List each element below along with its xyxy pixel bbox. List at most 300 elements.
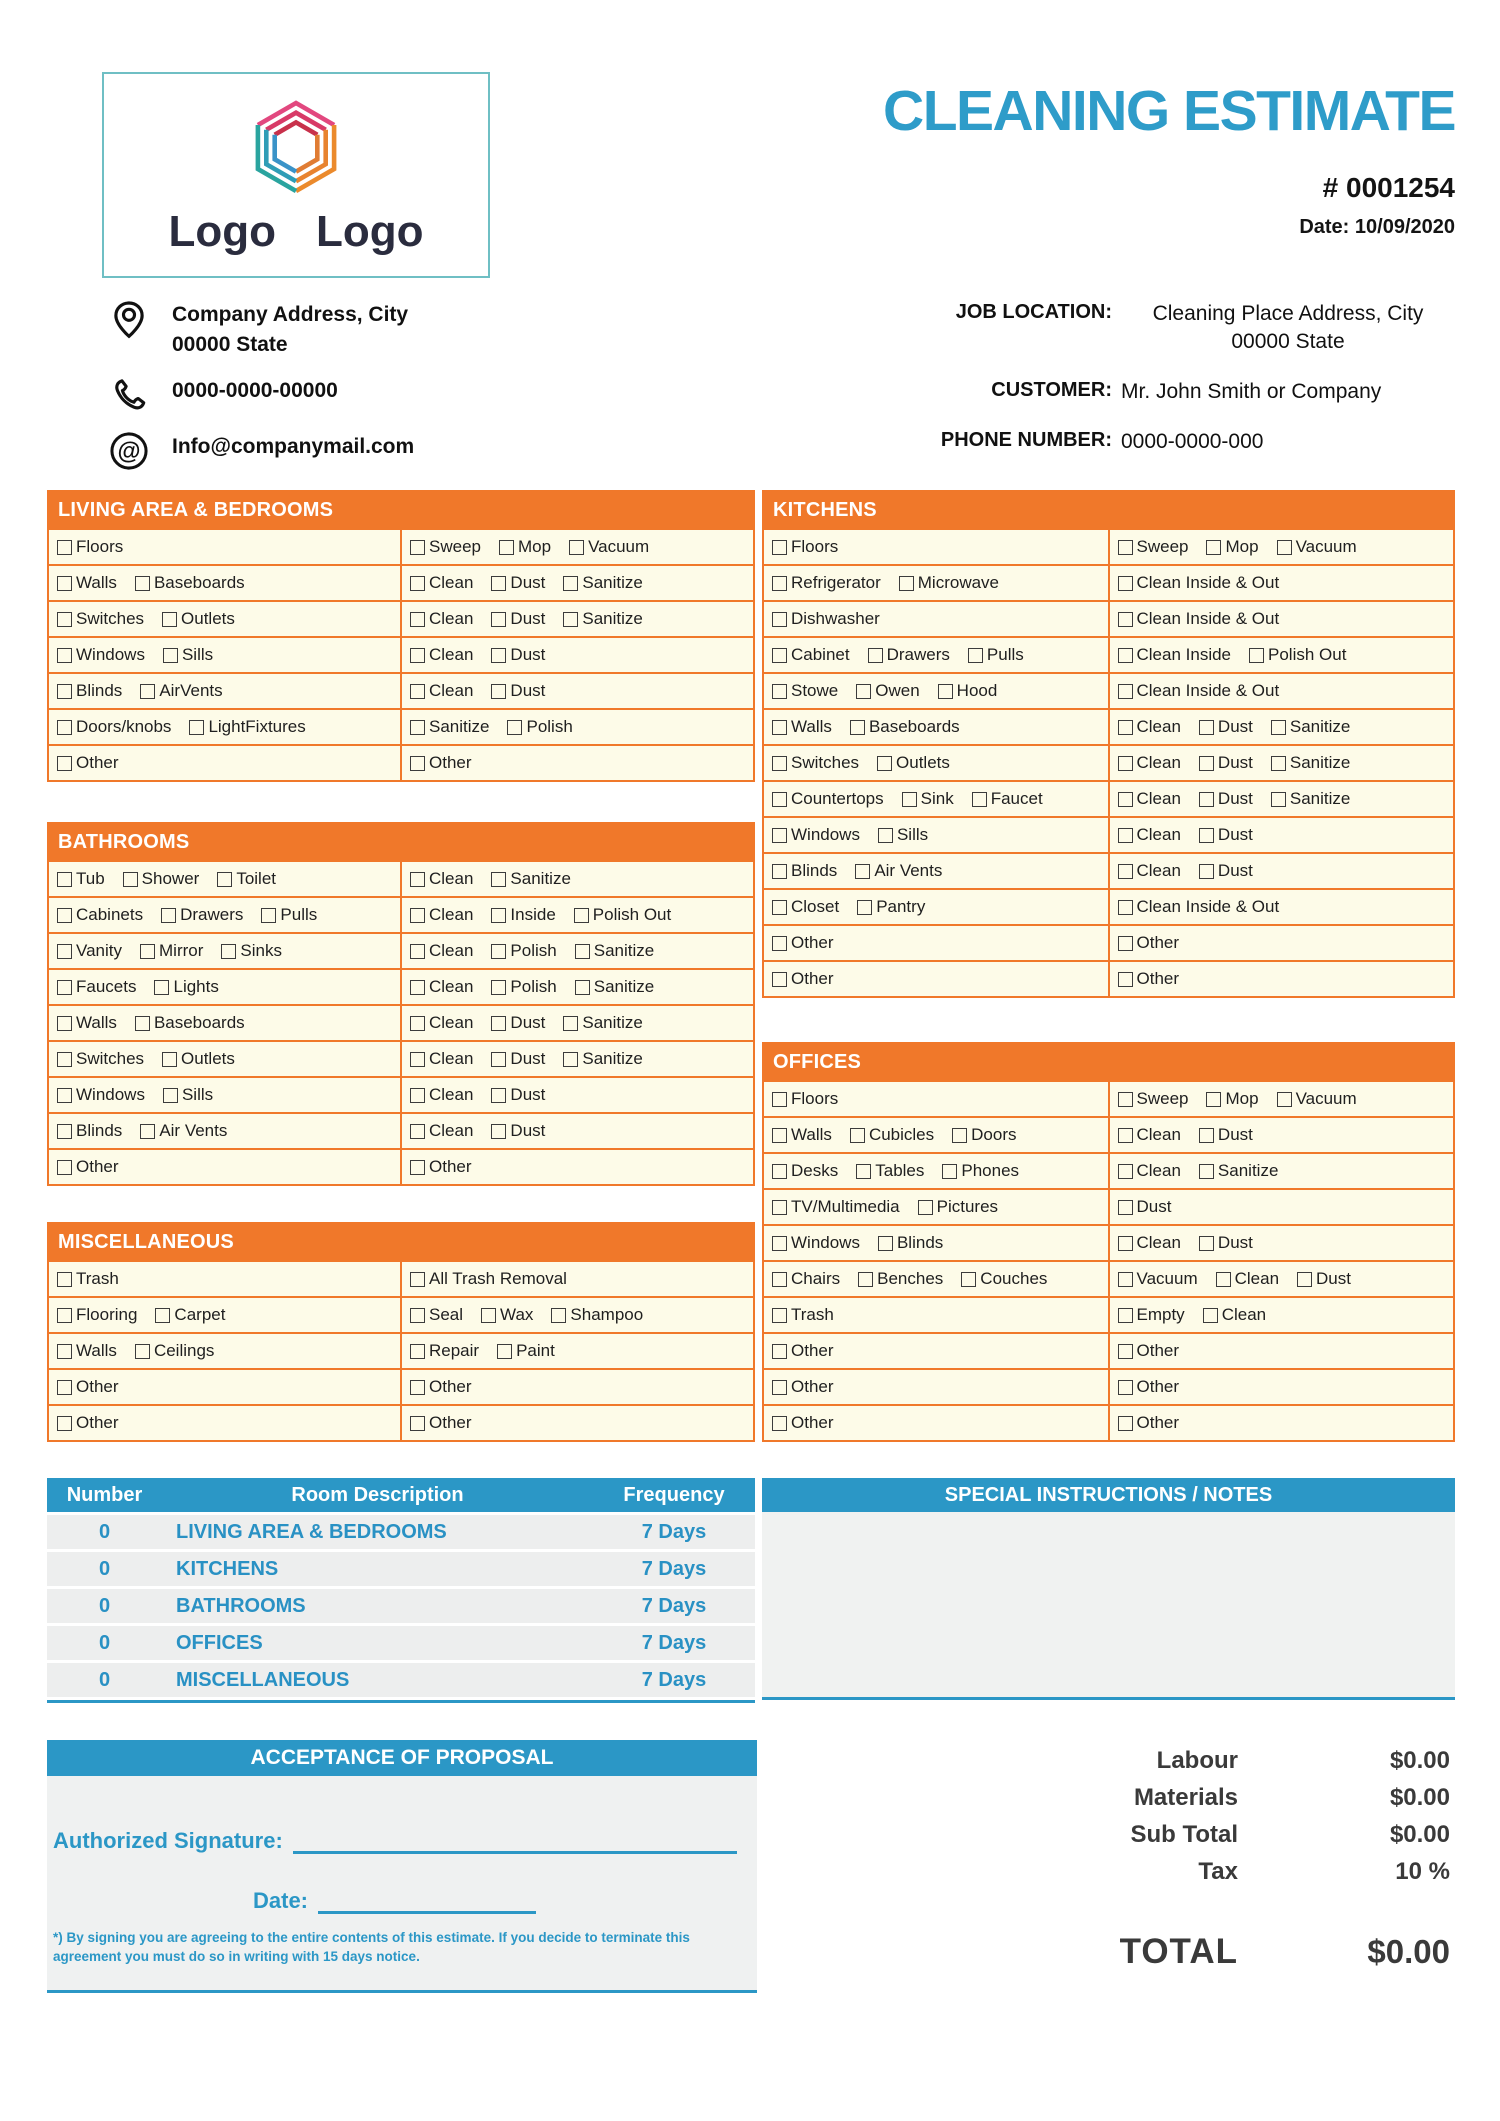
checkbox-item[interactable] (772, 1305, 834, 1325)
checkbox[interactable] (569, 540, 584, 555)
checkbox[interactable] (961, 1272, 976, 1287)
checkbox[interactable] (878, 828, 893, 843)
checkbox[interactable] (57, 1052, 72, 1067)
checkbox-item[interactable] (855, 861, 942, 881)
checkbox[interactable] (57, 980, 72, 995)
checkbox-item[interactable] (857, 897, 925, 917)
checkbox-item[interactable] (772, 609, 880, 629)
checkbox[interactable] (410, 1088, 425, 1103)
checkbox-item[interactable] (878, 1233, 943, 1253)
checkbox-item[interactable] (563, 573, 642, 593)
checkbox-item[interactable] (481, 1305, 533, 1325)
checkbox[interactable] (1118, 576, 1133, 591)
checkbox-item[interactable] (850, 717, 960, 737)
checkbox[interactable] (410, 1272, 425, 1287)
checkbox-item[interactable] (491, 941, 556, 961)
checkbox-item[interactable] (410, 977, 473, 997)
checkbox[interactable] (1249, 648, 1264, 663)
checkbox-item[interactable] (1271, 717, 1350, 737)
checkbox-item[interactable] (772, 1089, 838, 1109)
checkbox-item[interactable] (57, 905, 143, 925)
checkbox-item[interactable] (772, 1197, 900, 1217)
checkbox-item[interactable] (410, 1413, 472, 1433)
checkbox-item[interactable] (410, 869, 473, 889)
checkbox-item[interactable] (1118, 1413, 1180, 1433)
checkbox-item[interactable] (1199, 1161, 1278, 1181)
checkbox-item[interactable] (961, 1269, 1047, 1289)
checkbox[interactable] (772, 612, 787, 627)
checkbox-item[interactable] (221, 941, 282, 961)
checkbox[interactable] (57, 1124, 72, 1139)
checkbox-item[interactable] (57, 1085, 145, 1105)
checkbox[interactable] (857, 900, 872, 915)
checkbox-item[interactable] (1118, 825, 1181, 845)
checkbox-item[interactable] (57, 1013, 117, 1033)
checkbox-item[interactable] (850, 1125, 934, 1145)
checkbox-item[interactable] (563, 609, 642, 629)
checkbox[interactable] (1118, 1236, 1133, 1251)
checkbox[interactable] (1118, 648, 1133, 663)
checkbox-item[interactable] (1199, 861, 1253, 881)
checkbox-item[interactable] (1199, 753, 1253, 773)
checkbox-item[interactable] (491, 1049, 545, 1069)
checkbox[interactable] (140, 1124, 155, 1139)
checkbox-item[interactable] (772, 537, 838, 557)
checkbox-item[interactable] (135, 1341, 214, 1361)
checkbox-item[interactable] (868, 645, 950, 665)
checkbox-item[interactable] (772, 1161, 838, 1181)
checkbox[interactable] (563, 1016, 578, 1031)
checkbox-item[interactable] (507, 717, 572, 737)
checkbox-item[interactable] (1118, 537, 1189, 557)
checkbox-item[interactable] (140, 941, 203, 961)
checkbox[interactable] (1199, 1128, 1214, 1143)
checkbox-item[interactable] (942, 1161, 1019, 1181)
checkbox[interactable] (855, 864, 870, 879)
checkbox-item[interactable] (1118, 717, 1181, 737)
checkbox-item[interactable] (57, 1269, 119, 1289)
checkbox-item[interactable] (154, 977, 218, 997)
checkbox[interactable] (410, 872, 425, 887)
checkbox-item[interactable] (877, 753, 950, 773)
checkbox-item[interactable] (410, 1341, 479, 1361)
checkbox-item[interactable] (410, 1269, 567, 1289)
checkbox-item[interactable] (1203, 1305, 1266, 1325)
checkbox-item[interactable] (410, 609, 473, 629)
checkbox-item[interactable] (772, 1125, 832, 1145)
checkbox-item[interactable] (1118, 1161, 1181, 1181)
checkbox[interactable] (1206, 540, 1221, 555)
checkbox[interactable] (57, 540, 72, 555)
checkbox[interactable] (491, 908, 506, 923)
checkbox-item[interactable] (491, 1013, 545, 1033)
checkbox-item[interactable] (772, 1413, 834, 1433)
checkbox-item[interactable] (57, 609, 144, 629)
checkbox[interactable] (1118, 756, 1133, 771)
checkbox[interactable] (135, 1344, 150, 1359)
special-instructions-area[interactable] (762, 1512, 1455, 1697)
checkbox[interactable] (899, 576, 914, 591)
checkbox[interactable] (57, 872, 72, 887)
checkbox[interactable] (57, 1088, 72, 1103)
checkbox-item[interactable] (1118, 609, 1280, 629)
checkbox[interactable] (491, 980, 506, 995)
checkbox-item[interactable] (140, 1121, 227, 1141)
checkbox-item[interactable] (1118, 645, 1232, 665)
checkbox[interactable] (563, 612, 578, 627)
checkbox-item[interactable] (1277, 1089, 1357, 1109)
checkbox-item[interactable] (772, 1377, 834, 1397)
checkbox[interactable] (772, 576, 787, 591)
checkbox[interactable] (1199, 1236, 1214, 1251)
checkbox[interactable] (1118, 1164, 1133, 1179)
checkbox-item[interactable] (491, 977, 556, 997)
checkbox-item[interactable] (155, 1305, 225, 1325)
checkbox[interactable] (491, 872, 506, 887)
checkbox-item[interactable] (1118, 1125, 1181, 1145)
checkbox-item[interactable] (57, 717, 171, 737)
checkbox-item[interactable] (772, 825, 860, 845)
checkbox[interactable] (1199, 792, 1214, 807)
checkbox[interactable] (410, 1160, 425, 1175)
checkbox[interactable] (57, 908, 72, 923)
checkbox-item[interactable] (772, 573, 881, 593)
checkbox-item[interactable] (772, 717, 832, 737)
checkbox[interactable] (57, 1272, 72, 1287)
checkbox[interactable] (1118, 1380, 1133, 1395)
checkbox[interactable] (574, 908, 589, 923)
checkbox[interactable] (57, 612, 72, 627)
checkbox[interactable] (57, 756, 72, 771)
checkbox-item[interactable] (491, 1121, 545, 1141)
checkbox-item[interactable] (57, 869, 105, 889)
checkbox-item[interactable] (1199, 1233, 1253, 1253)
checkbox[interactable] (772, 540, 787, 555)
checkbox[interactable] (217, 872, 232, 887)
checkbox-item[interactable] (968, 645, 1024, 665)
checkbox-item[interactable] (902, 789, 954, 809)
checkbox[interactable] (938, 684, 953, 699)
checkbox[interactable] (410, 944, 425, 959)
checkbox[interactable] (57, 1308, 72, 1323)
checkbox-item[interactable] (57, 1121, 122, 1141)
checkbox[interactable] (1271, 756, 1286, 771)
checkbox-item[interactable] (497, 1341, 555, 1361)
checkbox-item[interactable] (410, 1121, 473, 1141)
checkbox[interactable] (491, 612, 506, 627)
checkbox-item[interactable] (1118, 1305, 1185, 1325)
checkbox[interactable] (410, 720, 425, 735)
checkbox[interactable] (1118, 720, 1133, 735)
checkbox[interactable] (563, 1052, 578, 1067)
checkbox[interactable] (1297, 1272, 1312, 1287)
checkbox-item[interactable] (575, 977, 654, 997)
checkbox-item[interactable] (772, 969, 834, 989)
checkbox[interactable] (410, 908, 425, 923)
checkbox[interactable] (772, 864, 787, 879)
checkbox-item[interactable] (1118, 789, 1181, 809)
checkbox-item[interactable] (772, 1341, 834, 1361)
checkbox[interactable] (772, 1092, 787, 1107)
checkbox[interactable] (1118, 936, 1133, 951)
checkbox[interactable] (850, 1128, 865, 1143)
checkbox[interactable] (772, 828, 787, 843)
checkbox-item[interactable] (410, 1013, 473, 1033)
checkbox[interactable] (162, 1052, 177, 1067)
checkbox[interactable] (1118, 900, 1133, 915)
checkbox[interactable] (1199, 1164, 1214, 1179)
checkbox[interactable] (1118, 792, 1133, 807)
checkbox[interactable] (1199, 756, 1214, 771)
checkbox-item[interactable] (1277, 537, 1357, 557)
checkbox[interactable] (1118, 1128, 1133, 1143)
checkbox-item[interactable] (858, 1269, 943, 1289)
checkbox-item[interactable] (938, 681, 998, 701)
checkbox[interactable] (772, 972, 787, 987)
checkbox-item[interactable] (574, 905, 671, 925)
checkbox[interactable] (1118, 828, 1133, 843)
checkbox[interactable] (261, 908, 276, 923)
checkbox[interactable] (57, 1016, 72, 1031)
checkbox[interactable] (575, 944, 590, 959)
checkbox[interactable] (772, 648, 787, 663)
checkbox-item[interactable] (563, 1013, 642, 1033)
checkbox[interactable] (1271, 792, 1286, 807)
checkbox-item[interactable] (410, 717, 489, 737)
checkbox-item[interactable] (57, 645, 145, 665)
checkbox[interactable] (491, 1016, 506, 1031)
checkbox[interactable] (1118, 972, 1133, 987)
checkbox-item[interactable] (569, 537, 649, 557)
checkbox[interactable] (57, 576, 72, 591)
checkbox-item[interactable] (1297, 1269, 1351, 1289)
checkbox-item[interactable] (1118, 1197, 1172, 1217)
checkbox-item[interactable] (57, 681, 122, 701)
checkbox-item[interactable] (1249, 645, 1346, 665)
checkbox[interactable] (491, 944, 506, 959)
checkbox-item[interactable] (261, 905, 317, 925)
checkbox[interactable] (772, 684, 787, 699)
checkbox[interactable] (163, 648, 178, 663)
checkbox[interactable] (1271, 720, 1286, 735)
checkbox-item[interactable] (1199, 789, 1253, 809)
checkbox-item[interactable] (410, 753, 472, 773)
checkbox-item[interactable] (563, 1049, 642, 1069)
checkbox-item[interactable] (123, 869, 200, 889)
checkbox-item[interactable] (1216, 1269, 1279, 1289)
checkbox-item[interactable] (1118, 1089, 1189, 1109)
checkbox-item[interactable] (217, 869, 276, 889)
checkbox[interactable] (221, 944, 236, 959)
checkbox[interactable] (161, 908, 176, 923)
checkbox[interactable] (551, 1308, 566, 1323)
checkbox[interactable] (57, 944, 72, 959)
checkbox-item[interactable] (575, 941, 654, 961)
checkbox[interactable] (410, 612, 425, 627)
checkbox-item[interactable] (410, 1049, 473, 1069)
checkbox-item[interactable] (1118, 933, 1180, 953)
checkbox[interactable] (772, 1200, 787, 1215)
checkbox[interactable] (410, 1308, 425, 1323)
checkbox[interactable] (410, 540, 425, 555)
checkbox-item[interactable] (161, 905, 243, 925)
checkbox[interactable] (1206, 1092, 1221, 1107)
checkbox-item[interactable] (135, 573, 245, 593)
checkbox-item[interactable] (410, 1085, 473, 1105)
checkbox[interactable] (1118, 1416, 1133, 1431)
checkbox[interactable] (57, 1416, 72, 1431)
checkbox[interactable] (57, 1380, 72, 1395)
checkbox[interactable] (491, 1052, 506, 1067)
checkbox[interactable] (1118, 1200, 1133, 1215)
checkbox[interactable] (1277, 1092, 1292, 1107)
checkbox[interactable] (154, 980, 169, 995)
checkbox-item[interactable] (856, 1161, 924, 1181)
checkbox[interactable] (772, 720, 787, 735)
checkbox[interactable] (772, 1308, 787, 1323)
checkbox[interactable] (772, 1164, 787, 1179)
checkbox-item[interactable] (1118, 969, 1180, 989)
checkbox[interactable] (481, 1308, 496, 1323)
checkbox[interactable] (491, 1124, 506, 1139)
checkbox-item[interactable] (1118, 1233, 1181, 1253)
checkbox[interactable] (163, 1088, 178, 1103)
checkbox-item[interactable] (163, 645, 213, 665)
checkbox[interactable] (858, 1272, 873, 1287)
checkbox[interactable] (491, 684, 506, 699)
checkbox[interactable] (877, 756, 892, 771)
checkbox[interactable] (155, 1308, 170, 1323)
checkbox-item[interactable] (772, 753, 859, 773)
checkbox-item[interactable] (772, 1269, 840, 1289)
checkbox-item[interactable] (410, 1305, 463, 1325)
checkbox-item[interactable] (57, 1341, 117, 1361)
checkbox[interactable] (135, 576, 150, 591)
checkbox[interactable] (491, 576, 506, 591)
checkbox-item[interactable] (491, 681, 545, 701)
checkbox[interactable] (162, 612, 177, 627)
checkbox[interactable] (135, 1016, 150, 1031)
checkbox-item[interactable] (1118, 681, 1280, 701)
checkbox-item[interactable] (162, 609, 235, 629)
checkbox-item[interactable] (1206, 537, 1258, 557)
checkbox-item[interactable] (878, 825, 928, 845)
checkbox[interactable] (1199, 828, 1214, 843)
checkbox-item[interactable] (772, 933, 834, 953)
checkbox[interactable] (1118, 1092, 1133, 1107)
checkbox[interactable] (410, 1344, 425, 1359)
checkbox-item[interactable] (1118, 861, 1181, 881)
checkbox[interactable] (410, 684, 425, 699)
checkbox-item[interactable] (1199, 717, 1253, 737)
checkbox[interactable] (856, 684, 871, 699)
checkbox-item[interactable] (1118, 1269, 1198, 1289)
signature-line[interactable] (293, 1829, 737, 1854)
checkbox-item[interactable] (1118, 753, 1181, 773)
checkbox[interactable] (575, 980, 590, 995)
checkbox-item[interactable] (918, 1197, 998, 1217)
checkbox[interactable] (140, 944, 155, 959)
checkbox-item[interactable] (491, 609, 545, 629)
checkbox[interactable] (772, 900, 787, 915)
checkbox[interactable] (1118, 612, 1133, 627)
checkbox[interactable] (772, 1236, 787, 1251)
checkbox-item[interactable] (1118, 573, 1280, 593)
checkbox[interactable] (410, 756, 425, 771)
checkbox[interactable] (410, 1380, 425, 1395)
checkbox-item[interactable] (899, 573, 999, 593)
checkbox[interactable] (1118, 1272, 1133, 1287)
checkbox[interactable] (902, 792, 917, 807)
checkbox-item[interactable] (952, 1125, 1016, 1145)
checkbox[interactable] (410, 1124, 425, 1139)
checkbox-item[interactable] (189, 717, 305, 737)
checkbox-item[interactable] (1118, 1377, 1180, 1397)
checkbox[interactable] (189, 720, 204, 735)
checkbox-item[interactable] (772, 897, 839, 917)
checkbox-item[interactable] (57, 1377, 119, 1397)
checkbox-item[interactable] (410, 573, 473, 593)
checkbox[interactable] (1216, 1272, 1231, 1287)
checkbox[interactable] (850, 720, 865, 735)
date-line[interactable] (318, 1889, 536, 1914)
checkbox[interactable] (57, 1344, 72, 1359)
checkbox-item[interactable] (57, 977, 136, 997)
checkbox[interactable] (952, 1128, 967, 1143)
checkbox[interactable] (1118, 540, 1133, 555)
checkbox[interactable] (772, 1344, 787, 1359)
checkbox[interactable] (491, 648, 506, 663)
checkbox[interactable] (878, 1236, 893, 1251)
checkbox[interactable] (1118, 684, 1133, 699)
checkbox[interactable] (507, 720, 522, 735)
checkbox[interactable] (57, 684, 72, 699)
checkbox-item[interactable] (135, 1013, 245, 1033)
checkbox-item[interactable] (163, 1085, 213, 1105)
checkbox[interactable] (972, 792, 987, 807)
checkbox-item[interactable] (57, 753, 119, 773)
checkbox-item[interactable] (140, 681, 222, 701)
checkbox[interactable] (410, 576, 425, 591)
checkbox-item[interactable] (772, 681, 838, 701)
checkbox[interactable] (1199, 720, 1214, 735)
checkbox-item[interactable] (57, 573, 117, 593)
checkbox-item[interactable] (491, 1085, 545, 1105)
checkbox[interactable] (57, 1160, 72, 1175)
checkbox[interactable] (410, 980, 425, 995)
checkbox[interactable] (918, 1200, 933, 1215)
checkbox[interactable] (772, 1272, 787, 1287)
checkbox[interactable] (1118, 864, 1133, 879)
checkbox[interactable] (942, 1164, 957, 1179)
checkbox-item[interactable] (1118, 897, 1280, 917)
checkbox[interactable] (772, 792, 787, 807)
checkbox-item[interactable] (410, 645, 473, 665)
checkbox[interactable] (868, 648, 883, 663)
checkbox-item[interactable] (410, 905, 473, 925)
checkbox-item[interactable] (410, 941, 473, 961)
checkbox-item[interactable] (57, 1413, 119, 1433)
checkbox[interactable] (410, 648, 425, 663)
checkbox-item[interactable] (57, 941, 122, 961)
checkbox-item[interactable] (57, 1049, 144, 1069)
checkbox[interactable] (410, 1416, 425, 1431)
checkbox-item[interactable] (772, 645, 850, 665)
checkbox-item[interactable] (1199, 1125, 1253, 1145)
checkbox-item[interactable] (491, 869, 570, 889)
checkbox-item[interactable] (1206, 1089, 1258, 1109)
checkbox[interactable] (563, 576, 578, 591)
